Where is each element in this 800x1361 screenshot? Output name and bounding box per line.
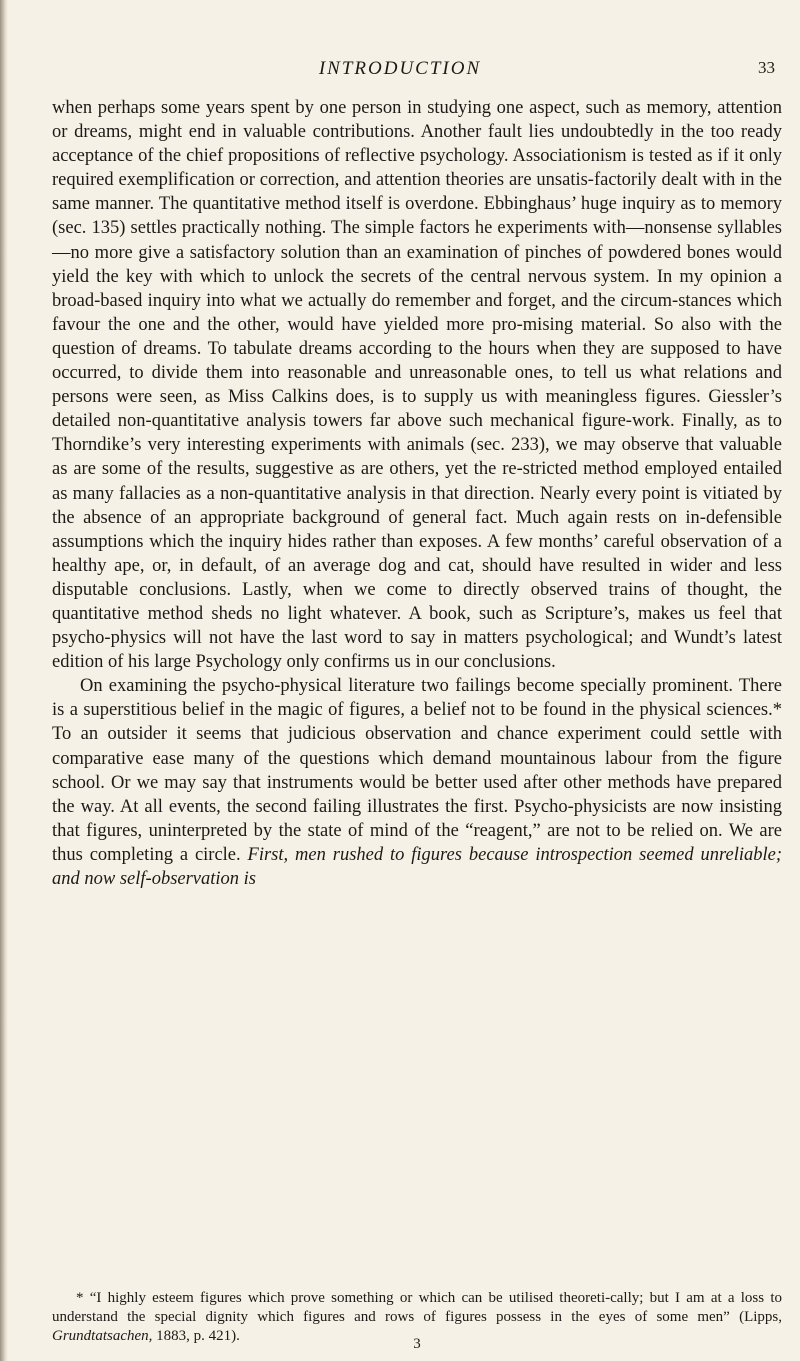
footnote-cited-title: Grundtatsachen, xyxy=(52,1328,153,1344)
signature-mark: 3 xyxy=(413,1336,421,1352)
paragraph-text: when perhaps some years spent by one person in studying one aspect, such as memory, attention or dreams, might end in valuable contributions. Another fault lies undoubtedly in the too ready acceptance of the chief propositions of reflective psychology. Associationism is tested as if it only required exemplification or correction, and attention theories are unsatis-factorily dealt with in the same manner. The quantitative method itself is overdone. Ebbinghaus’ huge inquiry as to memory (sec. 135) settles practically nothing. The simple factors he experiments with—nonsense syllables—no more give a satisfactory solution than an examination of pinches of powdered bones would yield the key with which to unlock the secrets of the central nervous system. In my opinion a broad-based inquiry into what we actually do remember and forget, and the circum-stances which favour the one and the other, would have yielded more pro-mising material. So also with the question of dreams. To tabulate dreams according to the hours when they are supposed to have occurred, to divide them into reasonable and unreasonable ones, to tell us what relations and persons were seen, as Miss Calkins does, is to supply us with meaningless figures. Giessler’s detailed non-quantitative analysis towers far above such mechanical figure-work. Finally, as to Thorndike’s very interesting experiments with animals (sec. 233), we may observe that valuable as are some of the results, suggestive as are others, yet the re-stricted method employed entailed as many fallacies as a non-quantitative analysis in that direction. Nearly every point is vitiated by the absence of an appropriate background of general fact. Much again rests on in-defensible assumptions which the inquiry hides rather than exposes. A few months’ careful observation of a healthy ape, or, in default, of an average dog and cat, should have resulted in wider and less disputable conclusions. Lastly, when we come to directly observed trains of thought, the quantitative method sheds no light whatever. A book, such as Scripture’s, makes us feel that psycho-physics will not have the last word to say in matters psychological; and Wundt’s latest edition of his large Psychology only confirms us in our conclusions. xyxy=(52,98,782,673)
paragraph xyxy=(52,96,782,674)
page-binding-shadow xyxy=(0,0,8,1361)
footnote-citation: 1883, p. 421). xyxy=(152,1328,240,1344)
italic-emphasis: First, men rushed to figures because introspection seemed unreliable; and now self-observation is xyxy=(52,844,783,889)
page-number: 33 xyxy=(758,58,775,77)
paragraph xyxy=(52,674,782,891)
body-text xyxy=(52,96,782,891)
footnote-text: * “I highly esteem figures which prove something or which can be utilised theoreti-cally; but I am at a loss to understand the special dignity which figures and rows of figures possess in the eyes of some men” (Lipps, xyxy=(52,1290,782,1325)
running-head: INTRODUCTION xyxy=(318,58,482,79)
page-header xyxy=(0,58,800,88)
paragraph-text: On examining the psycho-physical literature two failings become specially prominent. There is a superstitious belief in the magic of figures, a belief not to be found in the physical sciences.* To an outsider it seems that judicious observation and chance experiment could settle with comparative ease many of the questions which demand mountainous labour from the figure school. Or we may say that instruments would be better used after other methods have prepared the way. At all events, the second failing illustrates the first. Psycho-physicists are now insisting that figures, uninterpreted by the state of mind of the “reagent,” are not to be relied on. We are thus completing a circle. xyxy=(52,676,782,865)
